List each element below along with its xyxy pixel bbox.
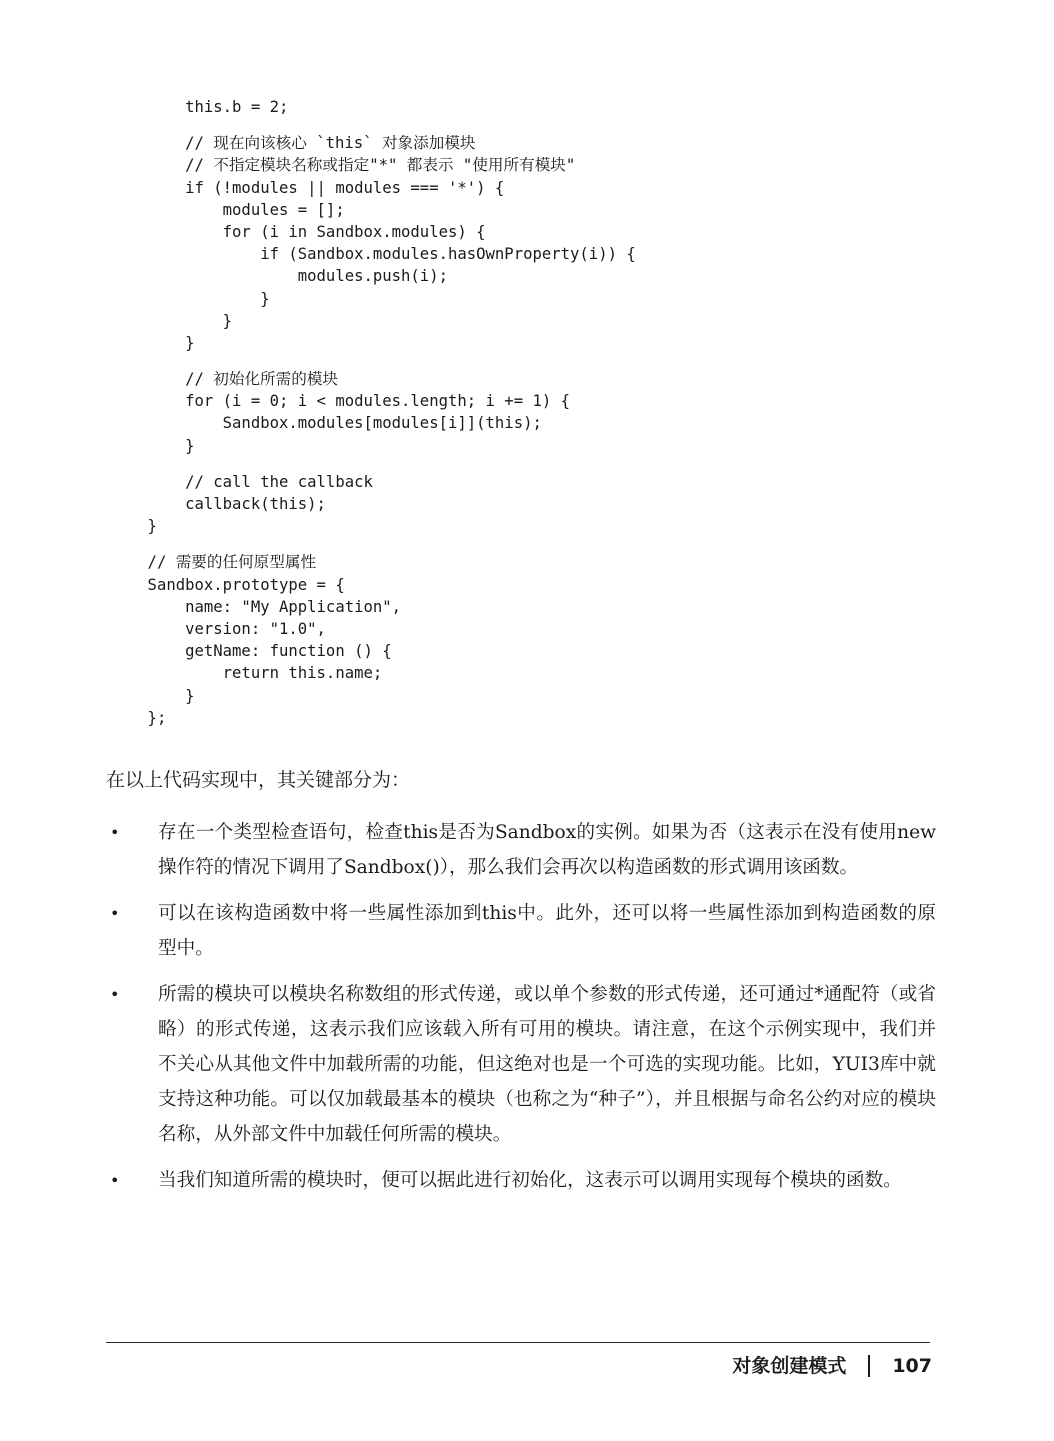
code-listing xyxy=(110,96,950,729)
page-footer xyxy=(732,1352,932,1380)
bullet-marker: • xyxy=(110,904,120,923)
code-line: } xyxy=(110,686,195,705)
code-line: // 初始化所需的模块 xyxy=(110,370,339,389)
code-line: modules.push(i); xyxy=(110,267,448,286)
list-item xyxy=(106,896,936,966)
code-line: } xyxy=(110,436,195,455)
code-line: if (!modules || modules === '*') { xyxy=(110,178,505,197)
intro-paragraph: 在以上代码实现中，其关键部分为： xyxy=(106,769,411,791)
footer-separator xyxy=(868,1355,870,1377)
code-line: modules = []; xyxy=(110,200,345,219)
code-line: // 现在向该核心 `this` 对象添加模块 xyxy=(110,134,476,153)
key-points-list xyxy=(106,815,936,1209)
code-line: } xyxy=(110,333,195,352)
code-line: // 不指定模块名称或指定"*" 都表示 "使用所有模块" xyxy=(110,156,576,175)
code-line: for (i = 0; i < modules.length; i += 1) { xyxy=(110,392,571,411)
list-item-text: 存在一个类型检查语句，检查this是否为Sandbox的实例。如果为否（这表示在没有使用new操作符的情况下调用了Sandbox()），那么我们会再次以构造函数的形式调用该函数。 xyxy=(158,822,936,878)
page-number: 107 xyxy=(892,1355,932,1377)
code-line: if (Sandbox.modules.hasOwnProperty(i)) { xyxy=(110,245,636,264)
list-item xyxy=(106,977,936,1152)
footer-divider xyxy=(106,1342,930,1343)
code-line: this.b = 2; xyxy=(110,98,289,116)
list-item xyxy=(106,815,936,885)
code-line: } xyxy=(110,517,157,536)
code-line xyxy=(110,537,950,551)
chapter-title: 对象创建模式 xyxy=(732,1355,847,1377)
code-line: getName: function () { xyxy=(110,642,392,661)
code-line: version: "1.0", xyxy=(110,619,326,638)
code-line: for (i in Sandbox.modules) { xyxy=(110,222,486,241)
code-line: Sandbox.prototype = { xyxy=(110,575,345,594)
code-line: return this.name; xyxy=(110,664,383,683)
code-line: // call the callback xyxy=(110,472,373,491)
list-item xyxy=(106,1163,936,1198)
code-line: }; xyxy=(110,708,167,727)
code-line: } xyxy=(110,311,233,330)
code-line xyxy=(110,457,950,471)
code-line: name: "My Application", xyxy=(110,597,402,616)
code-line: Sandbox.modules[modules[i]](this); xyxy=(110,414,542,433)
list-item-text: 可以在该构造函数中将一些属性添加到this中。此外，还可以将一些属性添加到构造函数的原型中。 xyxy=(158,903,936,959)
code-line: // 需要的任何原型属性 xyxy=(110,553,317,572)
code-line: callback(this); xyxy=(110,495,326,513)
bullet-marker: • xyxy=(110,1171,120,1190)
bullet-marker: • xyxy=(110,985,120,1004)
bullet-marker: • xyxy=(110,823,120,842)
code-line xyxy=(110,118,950,132)
list-item-text: 当我们知道所需的模块时，便可以据此进行初始化，这表示可以调用实现每个模块的函数。 xyxy=(158,1170,902,1191)
code-line xyxy=(110,354,950,368)
list-item-text: 所需的模块可以模块名称数组的形式传递，或以单个参数的形式传递，还可通过*通配符（或省略）的形式传递，这表示我们应该载入所有可用的模块。请注意，在这个示例实现中，我们并不关心从其他文件中加载所需的功能，但这绝对也是一个可选的实现功能。比如，YUI3库中就支持这种功能。可以仅加载最基本的模块（也称之为“种子”），并且根据与命名公约对应的模块名称，从外部文件中加载任何所需的模块。 xyxy=(158,984,936,1145)
code-line: } xyxy=(110,289,270,308)
